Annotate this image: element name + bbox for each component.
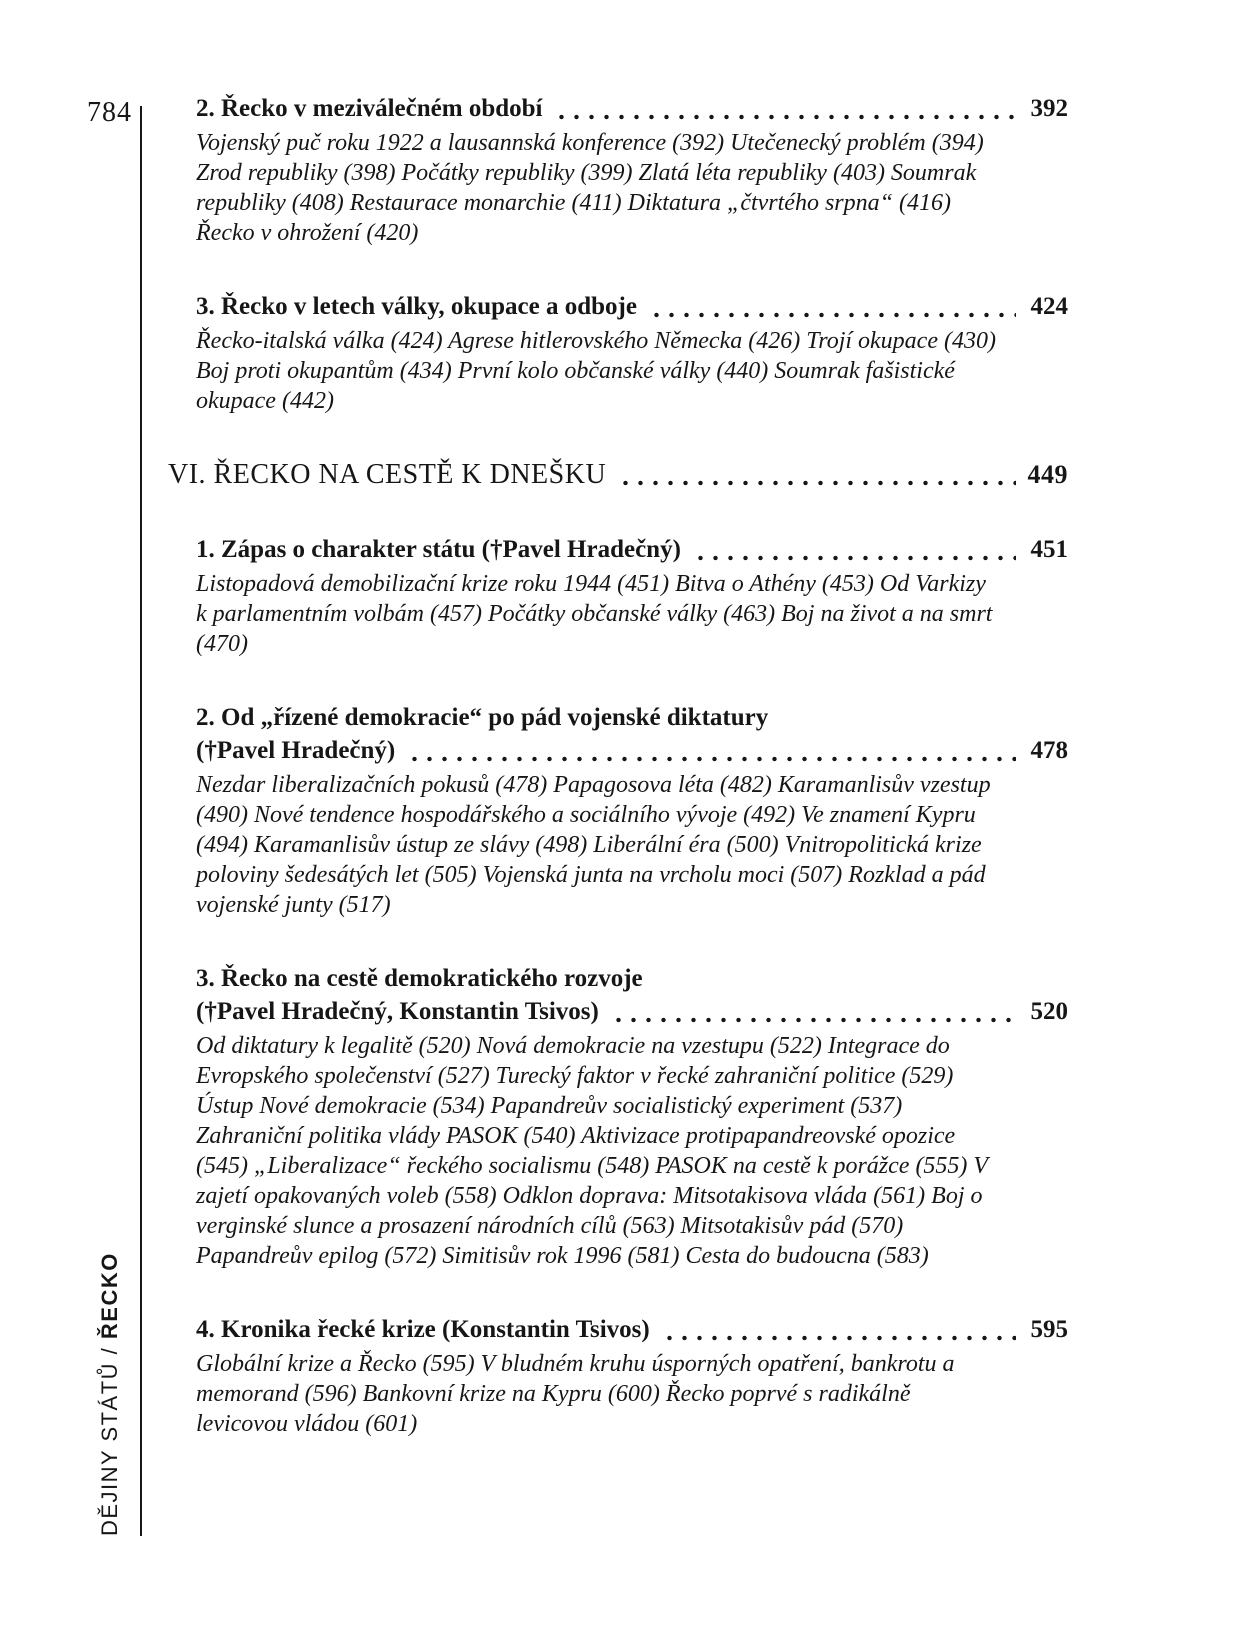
entry-page-number: 392 (1030, 95, 1068, 122)
entry-page-number: 424 (1030, 293, 1068, 320)
dot-leader (662, 1313, 1016, 1346)
spine-series-title: DĚJINY STÁTŮ (97, 1361, 122, 1536)
entry-heading-row (196, 533, 1068, 566)
entry-subtopics: Globální krize a Řecko (595) V bludném kruhu úsporných opatření, bankrotu a memorand (596) Bankovní krize na Kypru (600) Řecko poprvé s radikálně levicovou vládou (601) (196, 1351, 955, 1437)
toc-chapter-entry (196, 962, 1068, 1271)
entry-page-number: 478 (1030, 737, 1068, 764)
toc-chapter-entry (196, 701, 1068, 920)
dot-leader (618, 458, 1016, 491)
toc-part-entry (168, 458, 1068, 491)
dot-leader (693, 533, 1016, 566)
entry-heading-row (168, 458, 1068, 491)
entry-title: (†Pavel Hradečný, Konstantin Tsivos) (196, 998, 599, 1025)
entry-heading-row (196, 92, 1068, 125)
entry-title: VI. ŘECKO NA CESTĚ K DNEŠKU (168, 459, 607, 490)
entry-subtopics: Řecko-italská válka (424) Agrese hitlerovského Německa (426) Trojí okupace (430) Boj proti okupantům (434) První kolo občanské války (440) Soumrak fašistické okupace (442) (196, 328, 996, 414)
entry-title: 3. Řecko v letech války, okupace a odboje (196, 293, 637, 320)
entry-page-number: 520 (1030, 998, 1068, 1025)
toc-chapter-entry (196, 92, 1068, 248)
entry-subtopics: Listopadová demobilizační krize roku 1944 (451) Bitva o Athény (453) Od Varkizy k parlamentním volbám (457) Počátky občanské války (463) Boj na život a na smrt (470) (196, 571, 993, 657)
entry-title: 2. Řecko v meziválečném období (196, 95, 543, 122)
toc-chapter-entry (196, 1313, 1068, 1439)
entry-heading-row (196, 290, 1068, 323)
entry-subtopics: Nezdar liberalizačních pokusů (478) Papagosova léta (482) Karamanlisův vzestup (490) Nové tendence hospodářského a sociálního vývoje (492) Ve znamení Kypru (494) Karamanlisův ústup ze slávy (498) Liberální éra (500) Vnitropolitická krize poloviny šedesátých let (505) Vojenská junta na vrcholu moci (507) Rozklad a pád vojenské junty (517) (196, 772, 991, 918)
entry-subtopics: Vojenský puč roku 1922 a lausannská konference (392) Utečenecký problém (394) Zrod republiky (398) Počátky republiky (399) Zlatá léta republiky (403) Soumrak republiky (408) Restaurace monarchie (411) Diktatura „čtvrtého srpna“ (416) Řecko v ohrožení (420) (196, 130, 984, 246)
toc-list (168, 92, 1068, 1439)
entry-page-number: 451 (1030, 536, 1068, 563)
dot-leader (407, 734, 1016, 767)
entry-heading-row (196, 734, 1068, 767)
toc-chapter-entry (196, 533, 1068, 659)
dot-leader (649, 290, 1016, 323)
spine-label (97, 1252, 123, 1536)
spine-separator: / (97, 1339, 122, 1362)
entry-heading-row (196, 1313, 1068, 1346)
entry-heading-row (196, 962, 1068, 995)
entry-page-number: 449 (1027, 460, 1068, 489)
dot-leader (611, 995, 1016, 1028)
entry-title: 4. Kronika řecké krize (Konstantin Tsivos) (196, 1316, 650, 1343)
entry-heading-row (196, 701, 1068, 734)
entry-page-number: 595 (1030, 1316, 1068, 1343)
entry-title: 1. Zápas o charakter státu (†Pavel Hradečný) (196, 536, 681, 563)
margin-rule (140, 106, 142, 1536)
entry-title: 3. Řecko na cestě demokratického rozvoje (196, 965, 643, 992)
spine-volume-title: ŘECKO (97, 1252, 122, 1340)
toc-chapter-entry (196, 290, 1068, 416)
dot-leader (554, 92, 1016, 125)
entry-title: 2. Od „řízené demokracie“ po pád vojenské diktatury (196, 704, 769, 731)
entry-subtopics: Od diktatury k legalitě (520) Nová demokracie na vzestupu (522) Integrace do Evropského společenství (527) Turecký faktor v řecké zahraniční politice (529) Ústup Nové demokracie (534) Papandreův socialistický experiment (537) Zahraniční politika vlády PASOK (540) Aktivizace protipapandreovské opozice (545) „Liberalizace“ řeckého socialismu (548) PASOK na cestě k porážce (555) V zajetí opakovaných voleb (558) Odklon doprava: Mitsotakisova vláda (561) Boj o verginské slunce a prosazení národních cílů (563) Mitsotakisův pád (570) Papandreův epilog (572) Simitisův rok 1996 (581) Cesta do budoucna (583) (196, 1033, 988, 1269)
entry-heading-row (196, 995, 1068, 1028)
entry-title: (†Pavel Hradečný) (196, 737, 396, 764)
page-number: 784 (87, 97, 132, 128)
